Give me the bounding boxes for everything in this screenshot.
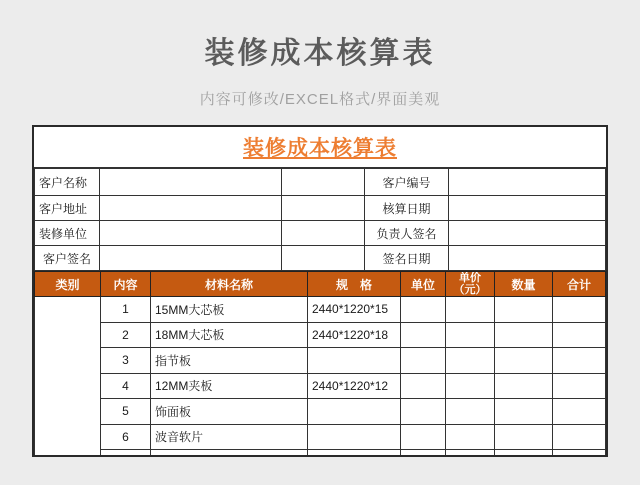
info-row-customer-name <box>35 169 606 196</box>
cell-qty <box>495 450 553 458</box>
spreadsheet-card <box>32 125 608 457</box>
page-subtitle: 内容可修改/EXCEL格式/界面美观 <box>199 91 441 108</box>
calc-date-value-cell <box>449 196 606 221</box>
cell-price <box>446 424 495 450</box>
cell-no: 4 <box>101 373 151 399</box>
decoration-company-value-cell <box>100 221 282 246</box>
category-merged-cell <box>35 297 101 458</box>
header-spec: 规 格 <box>308 272 401 297</box>
cell-total <box>553 399 606 425</box>
cell-unit <box>401 399 446 425</box>
cell-price <box>446 297 495 323</box>
cell-qty <box>495 373 553 399</box>
cell-qty <box>495 399 553 425</box>
cell-no: 5 <box>101 399 151 425</box>
customer-address-label: 客户地址 <box>35 196 100 221</box>
cell-unit <box>401 424 446 450</box>
customer-info-table <box>34 168 606 271</box>
cell-spec: 2440*1220*12 <box>308 373 401 399</box>
cell-spec <box>308 424 401 450</box>
cell-material-name: 饰面板 <box>151 399 308 425</box>
cell-price <box>446 399 495 425</box>
cell-spec: 2440*1220*18 <box>308 322 401 348</box>
cell-no <box>101 450 151 458</box>
customer-name-label: 客户名称 <box>35 169 100 196</box>
customer-name-value-cell <box>100 169 282 196</box>
info-middle-cell <box>282 246 365 271</box>
customer-address-value-cell <box>100 196 282 221</box>
cell-total <box>553 424 606 450</box>
cell-material-name: 12MM夹板 <box>151 373 308 399</box>
cell-unit <box>401 348 446 374</box>
materials-table <box>34 271 606 457</box>
calc-date-label: 核算日期 <box>365 196 449 221</box>
cell-price <box>446 348 495 374</box>
cell-price <box>446 322 495 348</box>
material-row <box>35 399 606 425</box>
material-row <box>35 297 606 323</box>
manager-signature-value-cell <box>449 221 606 246</box>
cell-material-name <box>151 450 308 458</box>
header-content: 内容 <box>101 272 151 297</box>
cell-total <box>553 450 606 458</box>
header-quantity: 数量 <box>495 272 553 297</box>
info-middle-cell <box>282 221 365 246</box>
header-category: 类别 <box>35 272 101 297</box>
cell-price <box>446 450 495 458</box>
sheet-title-row <box>34 127 606 168</box>
cell-material-name: 15MM大芯板 <box>151 297 308 323</box>
manager-signature-label: 负责人签名 <box>365 221 449 246</box>
materials-header-row <box>35 272 606 297</box>
signature-date-label: 签名日期 <box>365 246 449 271</box>
header-unit: 单位 <box>401 272 446 297</box>
customer-signature-label: 客户签名 <box>35 246 100 271</box>
info-row-decoration-company <box>35 221 606 246</box>
cell-no: 6 <box>101 424 151 450</box>
cell-no: 2 <box>101 322 151 348</box>
material-row <box>35 348 606 374</box>
header-total: 合计 <box>553 272 606 297</box>
decoration-company-label: 装修单位 <box>35 221 100 246</box>
cell-total <box>553 348 606 374</box>
material-row <box>35 322 606 348</box>
cell-unit <box>401 450 446 458</box>
customer-signature-value-cell <box>100 246 282 271</box>
cell-material-name: 指节板 <box>151 348 308 374</box>
cell-no: 1 <box>101 297 151 323</box>
cell-spec: 2440*1220*15 <box>308 297 401 323</box>
cell-total <box>553 297 606 323</box>
signature-date-value-cell <box>449 246 606 271</box>
info-middle-cell <box>282 169 365 196</box>
cell-unit <box>401 322 446 348</box>
cell-unit <box>401 373 446 399</box>
cell-qty <box>495 424 553 450</box>
sheet-title: 装修成本核算表 <box>243 137 397 160</box>
cell-spec <box>308 450 401 458</box>
customer-id-value-cell <box>449 169 606 196</box>
customer-id-label: 客户编号 <box>365 169 449 196</box>
info-row-customer-address <box>35 196 606 221</box>
cell-no: 3 <box>101 348 151 374</box>
header-unit-price: 单价 （元） <box>446 272 495 297</box>
cell-spec <box>308 348 401 374</box>
cell-price <box>446 373 495 399</box>
cell-spec <box>308 399 401 425</box>
cell-qty <box>495 297 553 323</box>
info-middle-cell <box>282 196 365 221</box>
cell-qty <box>495 322 553 348</box>
cell-total <box>553 322 606 348</box>
material-row <box>35 424 606 450</box>
material-row-partial <box>35 450 606 458</box>
header-material-name: 材料名称 <box>151 272 308 297</box>
cell-material-name: 波音软片 <box>151 424 308 450</box>
page-title: 装修成本核算表 <box>204 37 436 70</box>
cell-unit <box>401 297 446 323</box>
cell-qty <box>495 348 553 374</box>
info-row-customer-signature <box>35 246 606 271</box>
cell-material-name: 18MM大芯板 <box>151 322 308 348</box>
cell-total <box>553 373 606 399</box>
material-row <box>35 373 606 399</box>
